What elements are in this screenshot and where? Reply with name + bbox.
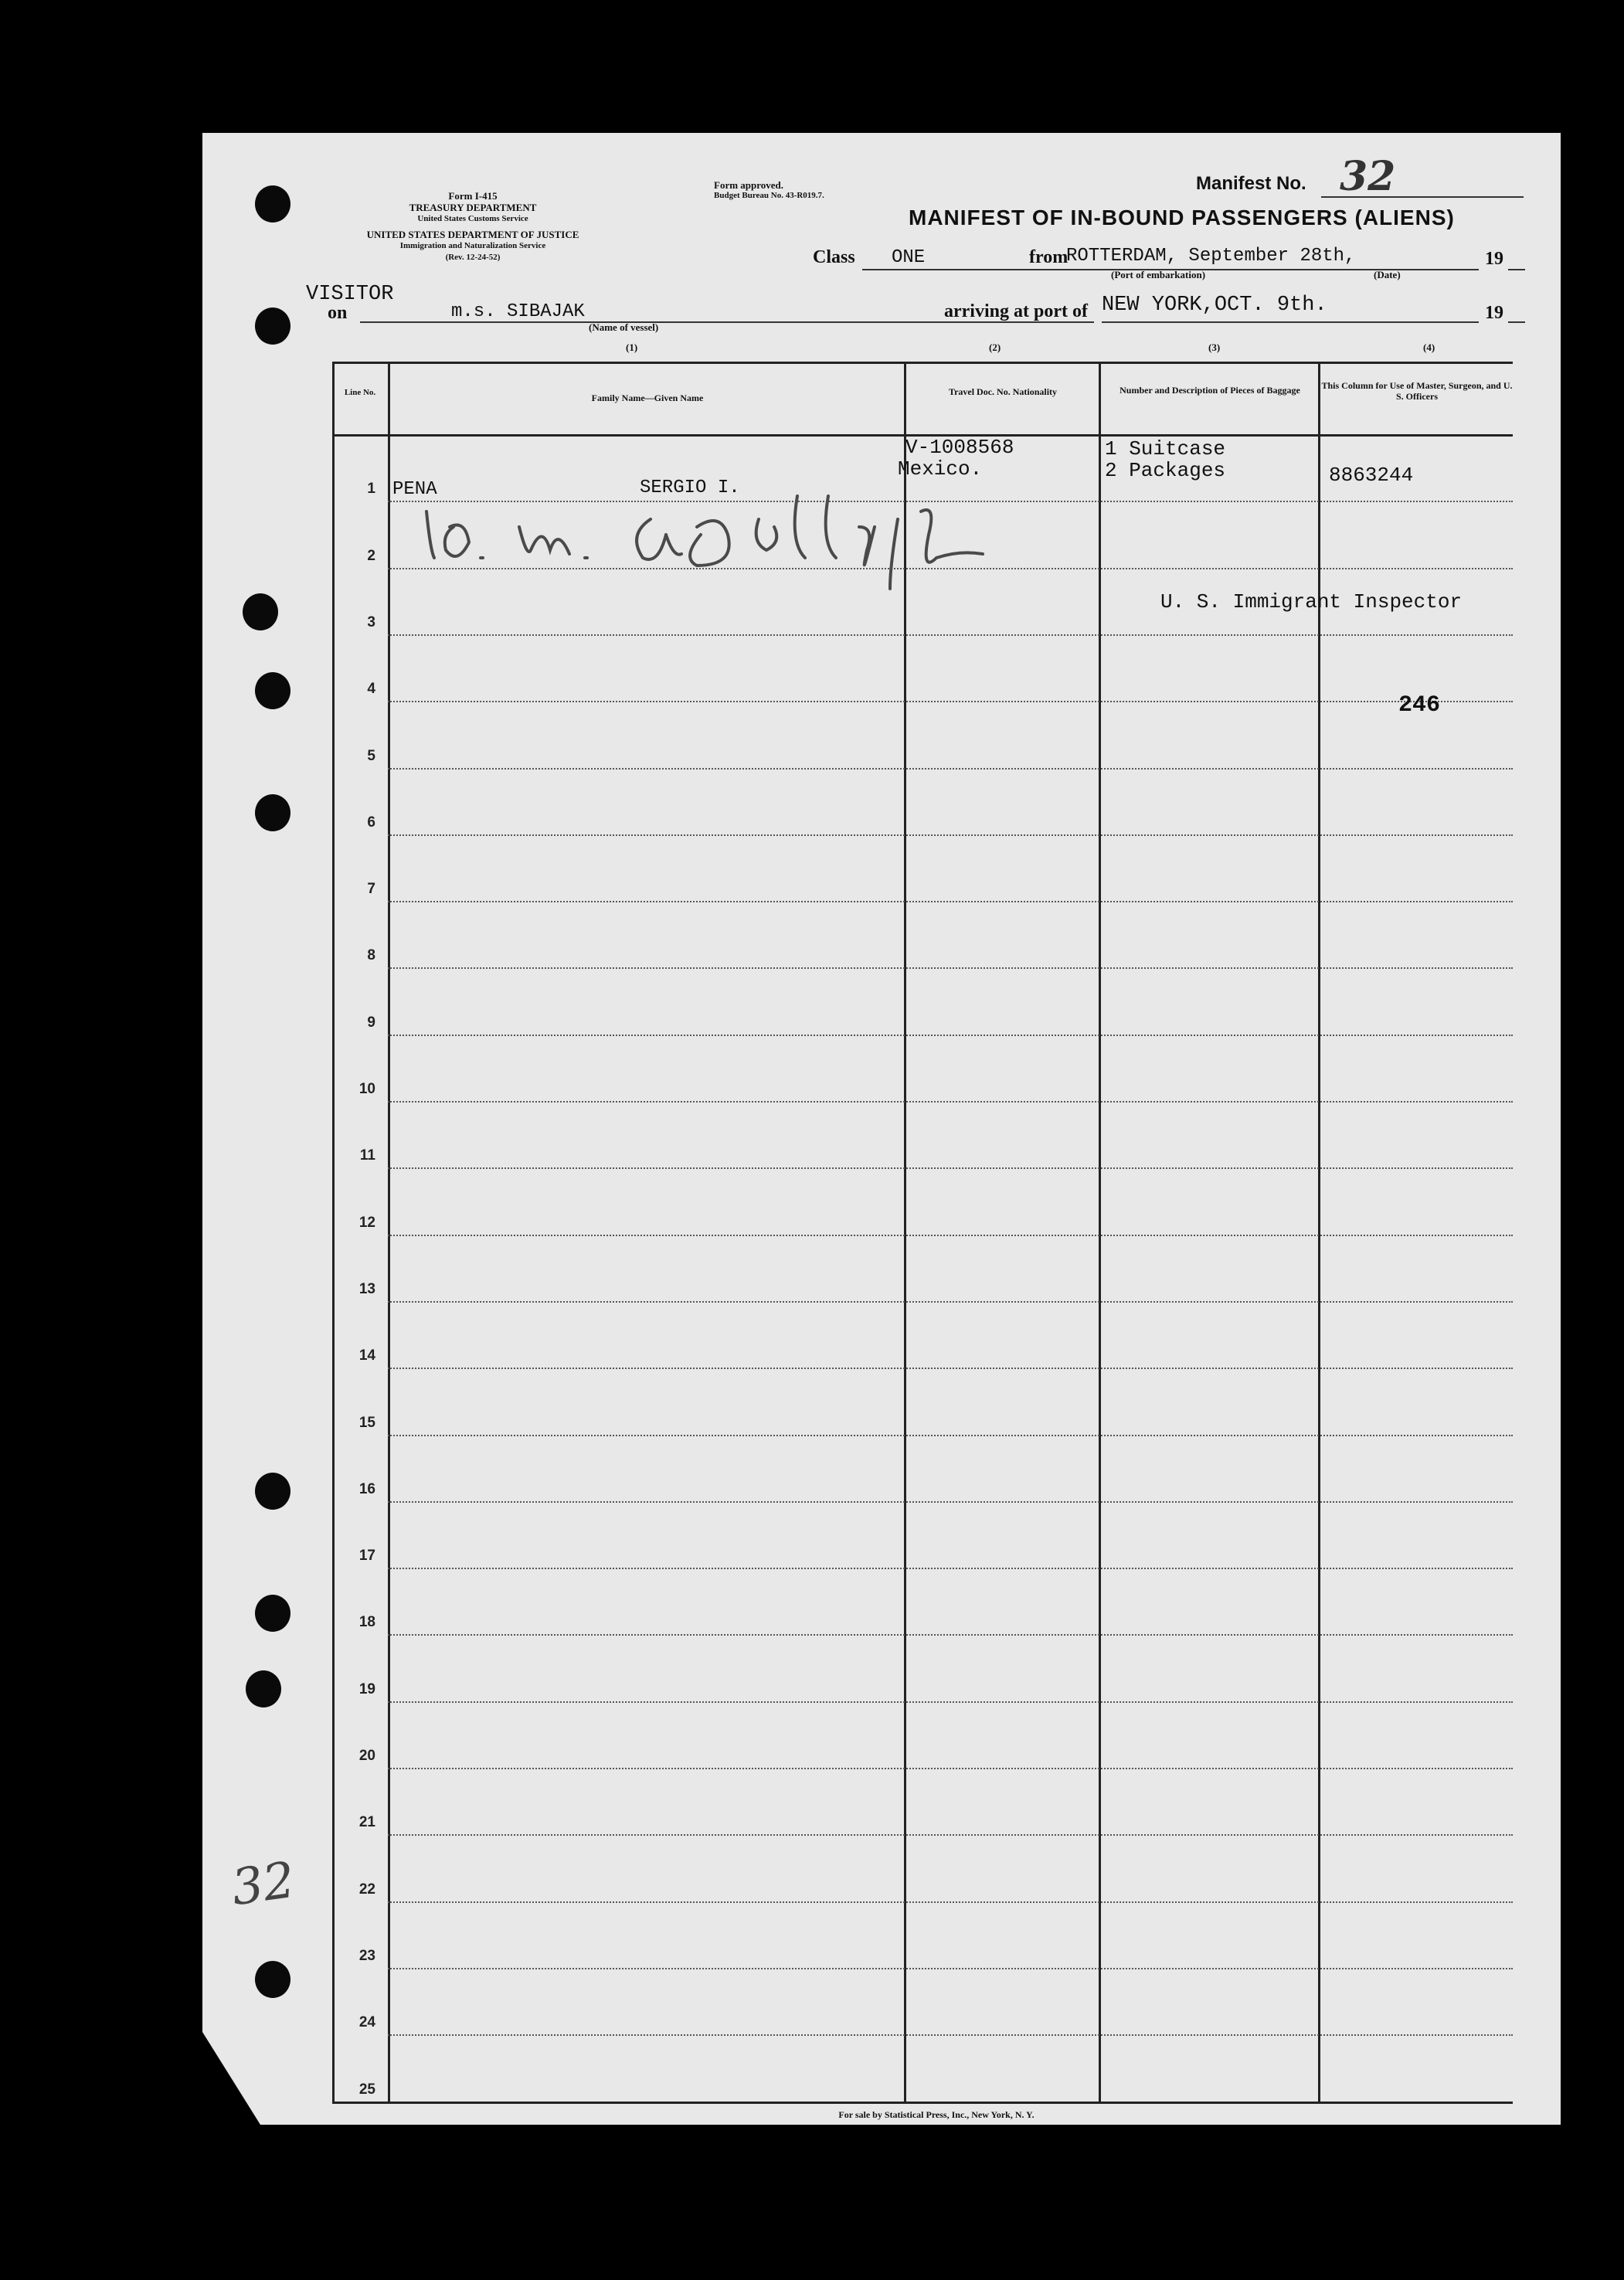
form-number: Form I-415: [448, 190, 498, 202]
line-number: 7: [367, 881, 375, 898]
line-number: 1: [367, 481, 375, 498]
line-number: 23: [358, 1947, 375, 1964]
on-label: on: [328, 303, 348, 323]
row-divider: [388, 1101, 1513, 1103]
manifest-title: MANIFEST OF IN-BOUND PASSENGERS (ALIENS): [909, 206, 1455, 229]
punch-hole: [243, 593, 278, 630]
row-1-baggage-1: 1 Suitcase: [1105, 437, 1226, 460]
line-number: 5: [367, 747, 375, 764]
col-num-1: (1): [626, 341, 638, 353]
row-divider: [388, 1834, 1513, 1836]
line-number: 12: [358, 1214, 375, 1231]
year-prefix-2: 19: [1485, 303, 1503, 323]
line-number: 18: [358, 1614, 375, 1631]
manifest-page: [202, 133, 1561, 2125]
visitor-label: VISITOR: [306, 283, 394, 306]
line-number: 17: [358, 1548, 375, 1565]
punch-hole: [255, 1473, 290, 1510]
budget-bureau: Budget Bureau No. 43-R019.7.: [714, 191, 824, 200]
punch-hole: [255, 185, 290, 223]
row-1-travel-doc: V-1008568: [905, 436, 1014, 459]
row-divider: [388, 1035, 1513, 1036]
line-number: 11: [359, 1147, 375, 1164]
row-divider: [388, 1501, 1513, 1503]
header-baggage: Number and Description of Pieces of Baggage: [1119, 385, 1300, 396]
year-line-2: [1508, 321, 1525, 323]
arriving-label: arriving at port of: [944, 301, 1088, 321]
table-left-border: [332, 362, 335, 2102]
vessel-caption: (Name of vessel): [589, 321, 659, 333]
line-number: 9: [367, 1014, 375, 1031]
class-label: Class: [813, 247, 855, 267]
col-divider: [1318, 362, 1320, 2102]
form-approved: Form approved.: [714, 179, 784, 191]
row-divider: [388, 967, 1513, 969]
col-divider: [1099, 362, 1101, 2102]
row-divider: [388, 768, 1513, 770]
line-number: 20: [358, 1748, 375, 1764]
punch-hole: [255, 1595, 290, 1632]
row-divider: [388, 1167, 1513, 1169]
row-divider: [388, 1901, 1513, 1903]
arriving-value: NEW YORK,OCT. 9th.: [1102, 294, 1327, 317]
header-officers: This Column for Use of Master, Surgeon, and U. S. Officers: [1321, 380, 1513, 402]
year-line-1: [1508, 269, 1525, 270]
margin-number: 32: [228, 1851, 299, 1918]
punch-hole: [255, 672, 290, 709]
row-divider: [388, 1768, 1513, 1769]
justice-dept: UNITED STATES DEPARTMENT OF JUSTICE: [366, 229, 579, 240]
row-divider: [388, 901, 1513, 902]
class-value: ONE: [892, 247, 926, 268]
punch-hole: [255, 794, 290, 831]
line-number: 15: [358, 1414, 375, 1431]
date-caption: (Date): [1374, 269, 1401, 280]
col-num-2: (2): [989, 341, 1001, 353]
punch-hole: [246, 1670, 281, 1707]
footer-printer: For sale by Statistical Press, Inc., New York, N. Y.: [838, 2109, 1035, 2120]
line-number: 3: [367, 613, 375, 630]
row-divider: [388, 634, 1513, 636]
inspector-label: U. S. Immigrant Inspector: [1160, 590, 1463, 613]
line-number: 16: [358, 1480, 375, 1497]
line-number: 8: [367, 947, 375, 964]
vessel-value: m.s. SIBAJAK: [451, 301, 585, 322]
line-number: 25: [358, 2081, 375, 2098]
from-value: ROTTERDAM, September 28th,: [1066, 246, 1356, 267]
col-num-4: (4): [1423, 341, 1435, 353]
row-divider: [388, 1568, 1513, 1569]
col-num-3: (3): [1208, 341, 1221, 353]
row-divider: [388, 1435, 1513, 1436]
arriving-line: [1102, 321, 1479, 323]
manifest-number: 32: [1340, 153, 1396, 200]
port-embark-caption: (Port of embarkation): [1111, 269, 1206, 280]
row-1-nationality: Mexico.: [898, 457, 983, 481]
row-divider: [388, 1968, 1513, 1969]
manifest-label: Manifest No.: [1196, 173, 1306, 194]
row-1-baggage-2: 2 Packages: [1105, 459, 1226, 482]
header-line-no: Line No.: [344, 388, 376, 397]
table-bottom-border: [332, 2102, 1513, 2104]
line-number: 6: [367, 814, 375, 831]
punch-hole: [255, 308, 290, 345]
row-divider: [388, 1301, 1513, 1303]
row-divider: [388, 2034, 1513, 2036]
punch-hole: [255, 1961, 290, 1998]
line-number: 24: [358, 2014, 375, 2031]
col-divider: [904, 362, 906, 2102]
page-corner-cut: [202, 2032, 260, 2125]
line-number: 10: [358, 1081, 375, 1097]
row-divider: [388, 1235, 1513, 1236]
inspector-signature: [396, 481, 1245, 596]
line-number: 22: [358, 1881, 375, 1898]
table-top-border: [332, 362, 1513, 364]
row-divider: [388, 1634, 1513, 1636]
header-travel-doc: Travel Doc. No. Nationality: [948, 386, 1058, 397]
row-divider: [388, 701, 1513, 702]
customs-service: United States Customs Service: [417, 214, 528, 223]
row-divider: [388, 1368, 1513, 1369]
year-prefix-1: 19: [1485, 249, 1503, 269]
header-name: Family Name—Given Name: [591, 392, 704, 403]
line-number: 2: [367, 547, 375, 564]
row-divider: [388, 834, 1513, 836]
col-divider: [388, 362, 390, 2102]
ins-service: Immigration and Naturalization Service: [399, 241, 546, 250]
revision: (Rev. 12-24-52): [445, 253, 501, 262]
stamp-number: 246: [1398, 692, 1441, 719]
line-number: 19: [358, 1680, 375, 1697]
treasury-dept: TREASURY DEPARTMENT: [409, 202, 537, 213]
from-label: from: [1029, 247, 1069, 267]
row-1-officer-number: 8863244: [1329, 464, 1414, 487]
row-1-given-name: SERGIO I.: [640, 477, 740, 498]
line-number: 4: [367, 681, 375, 698]
row-divider: [388, 1701, 1513, 1703]
line-number: 14: [358, 1347, 375, 1364]
line-number: 21: [358, 1814, 375, 1831]
row-1-family-name: PENA: [392, 479, 437, 500]
line-number: 13: [358, 1280, 375, 1297]
